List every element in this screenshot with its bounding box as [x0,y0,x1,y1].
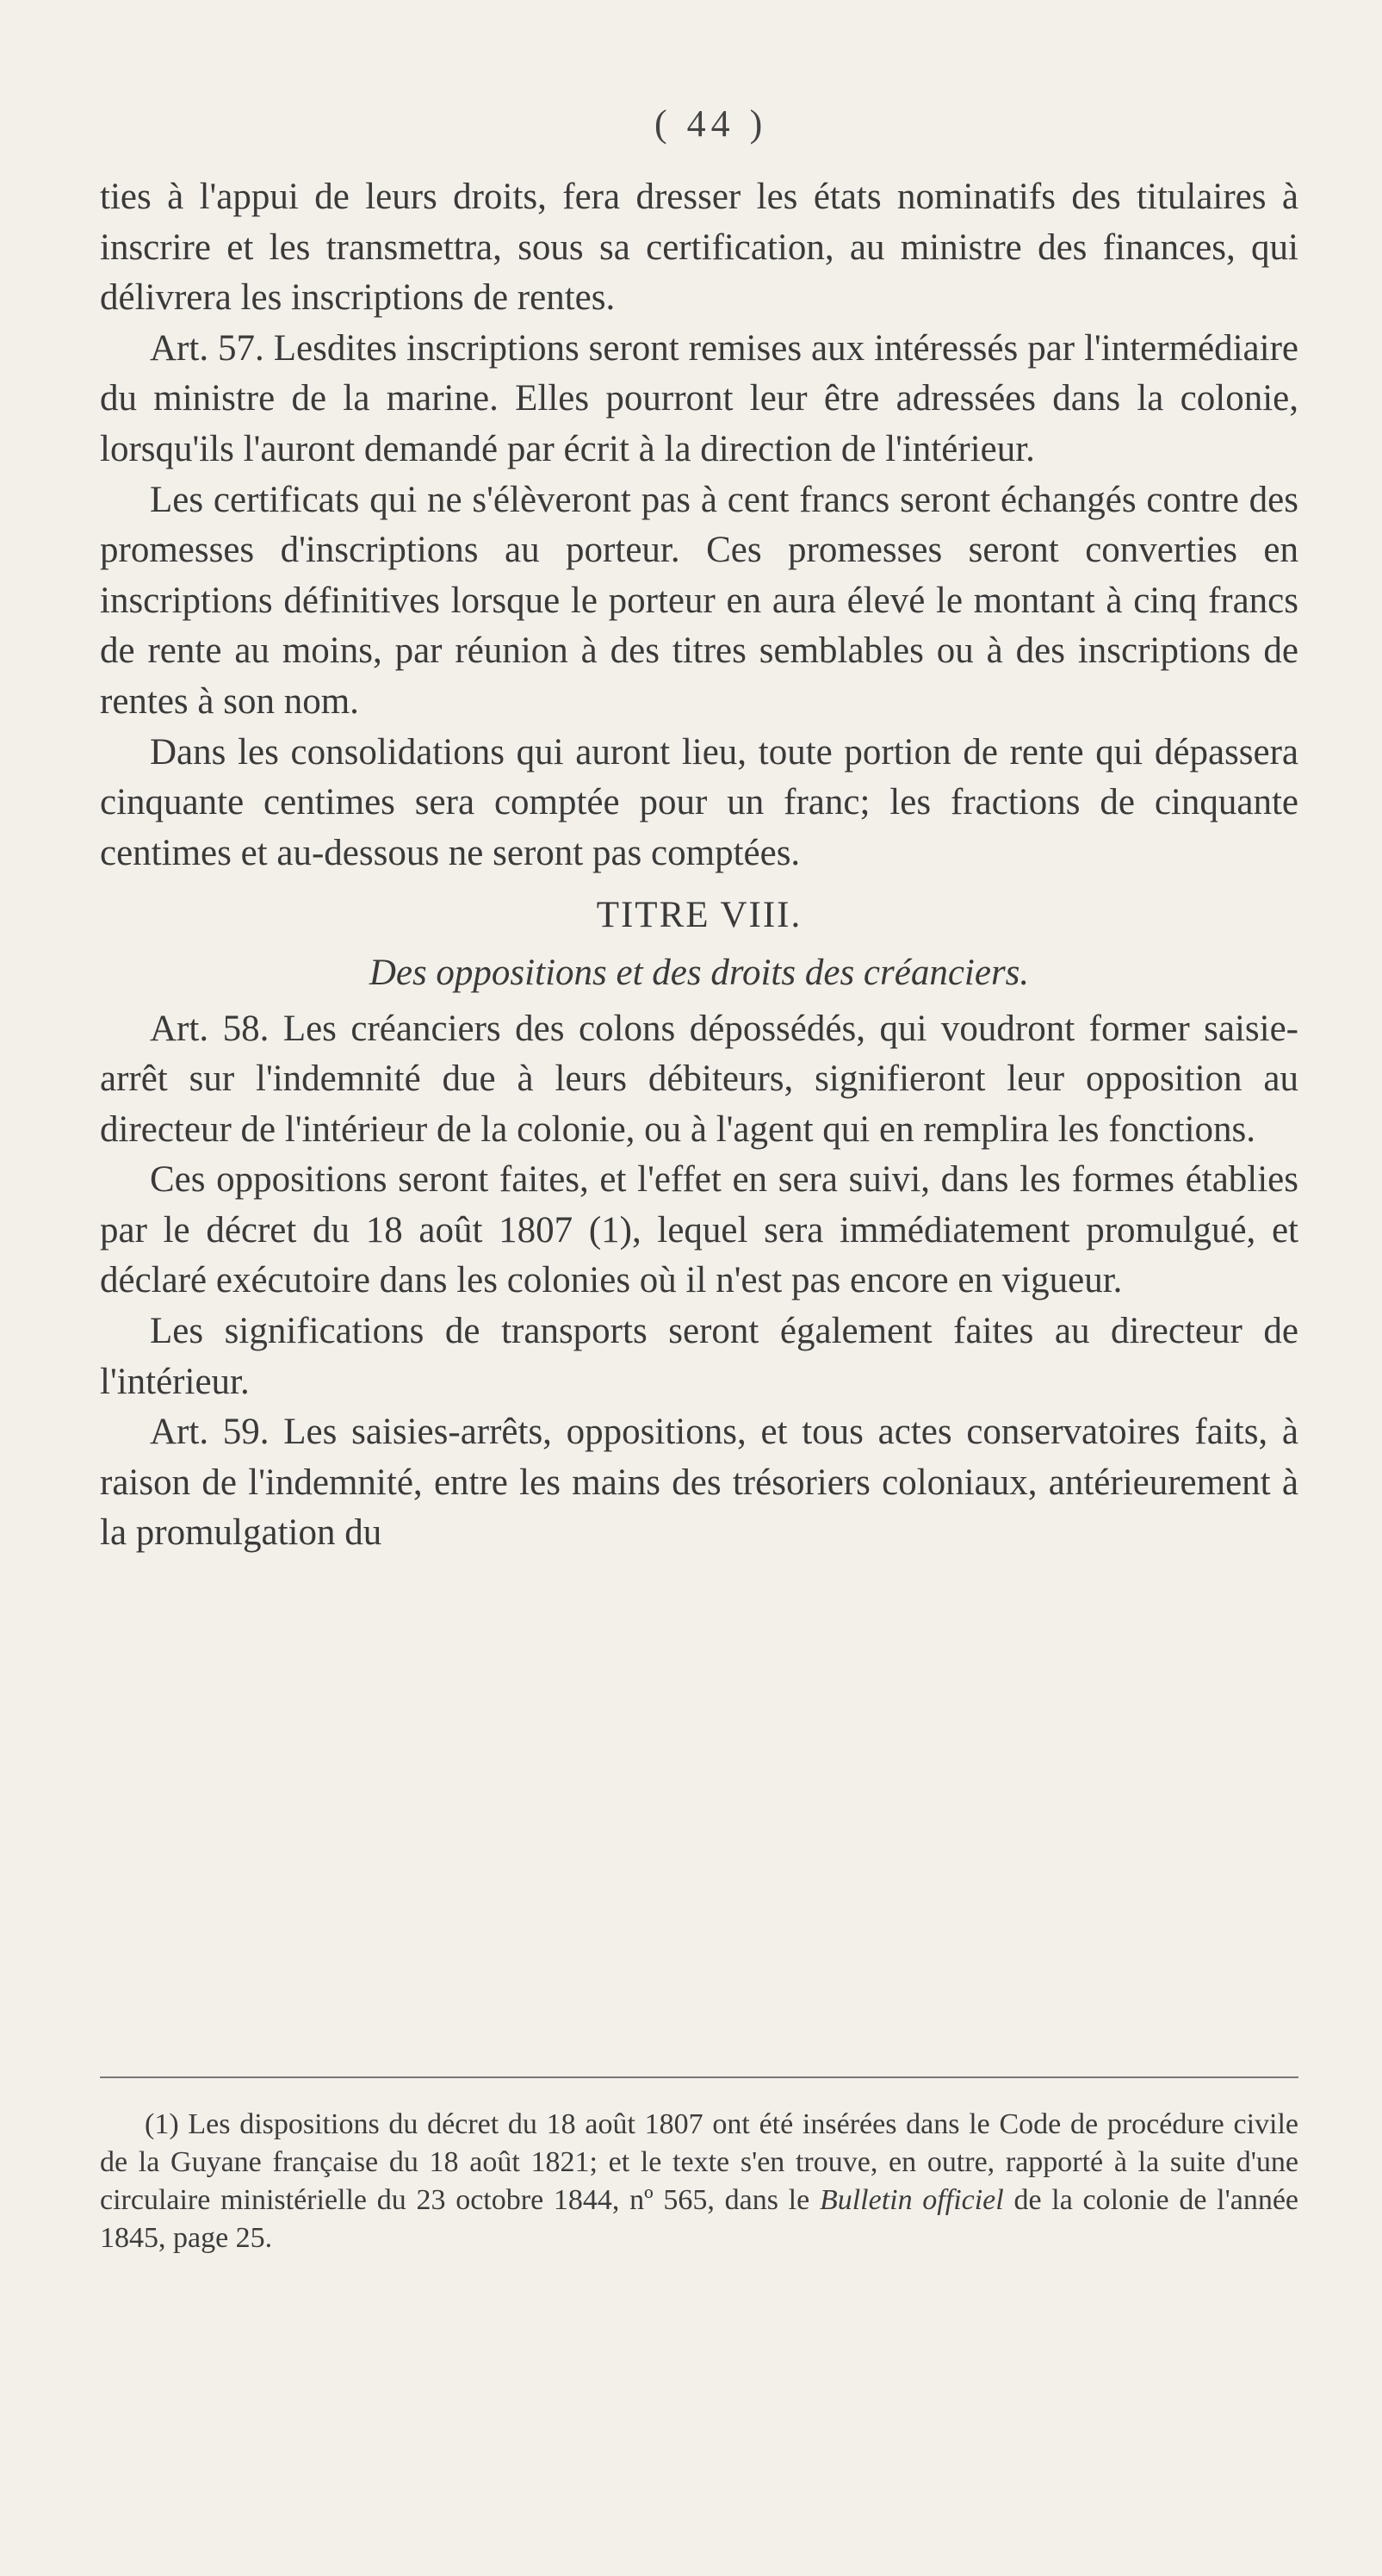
footnote-text-after: de la colonie de l'année 1845, page 25. [100,2184,1299,2254]
footnote [100,2106,1298,2257]
section-subtitle: Des oppositions et des droits des créanciers. [369,952,1030,993]
paragraph-significations: Les significations de transports seront également faites au directeur de l'intérieur. [100,1311,1298,1402]
paragraph-art-59: Art. 59. Les saisies-arrêts, oppositions, et tous actes conservatoires faits, à raison de l'indemnité, entre les mains des trésoriers coloniaux, antérieurement à la promulgation du [100,1412,1298,1554]
footnote-paragraph [100,2106,1298,2257]
footnote-bulletin-title: Bulletin officiel [819,2184,1004,2216]
paragraph-oppositions: Ces oppositions seront faites, et l'effet en sera suivi, dans les formes établies par le décret du 18 août 1807 (1), lequel sera immédiatement promulgué, et déclaré exécutoire dans les colonies où il n'est pas encore en vigueur. [100,1159,1298,1301]
footnote-divider [100,2076,1298,2078]
paragraph-art-57: Art. 57. Lesdites inscriptions seront remises aux intéressés par l'intermédiaire du ministre de la marine. Elles pourront leur être adressées dans la colonie, lorsqu'ils l'auront demandé par écrit à la direction de l'intérieur. [100,327,1298,469]
footnote-text-before: (1) Les dispositions du décret du 18 août 1807 ont été insérées dans le Code de procédure civile de la Guyane française du 18 août 1821; et le texte s'en trouve, en outre, rapporté à la suite d'une circulaire ministérielle du 23 octobre 1844, nº 565, dans le [100,2108,1298,2216]
paragraph-consolidations: Dans les consolidations qui auront lieu, toute portion de rente qui dépassera cinquante centimes sera comptée pour un franc; les fractions de cinquante centimes et au-dessous ne seront pas comptées. [100,731,1298,873]
paragraph-art-58: Art. 58. Les créanciers des colons dépossédés, qui voudront former saisie-arrêt sur l'indemnité due à leurs débiteurs, signifieront leur opposition au directeur de l'intérieur de la colonie, ou à l'agent qui en remplira les fonctions. [100,1008,1298,1150]
body-text [100,172,1298,1559]
paragraph-continuation: ties à l'appui de leurs droits, fera dresser les états nominatifs des titulaires à inscrire et les transmettra, sous sa certification, au ministre des finances, qui délivrera les inscriptions de rentes. [100,177,1298,319]
page-number: ( 44 ) [654,102,768,145]
paragraph-certificats: Les certificats qui ne s'élèveront pas à cent francs seront échangés contre des promesses d'inscriptions au porteur. Ces promesses seront converties en inscriptions définitives lorsque le porteur en aura élevé le montant à cinq francs de rente au moins, par réunion à des titres semblables ou à des inscriptions de rentes à son nom. [100,479,1298,722]
section-title: TITRE VIII. [596,895,803,936]
